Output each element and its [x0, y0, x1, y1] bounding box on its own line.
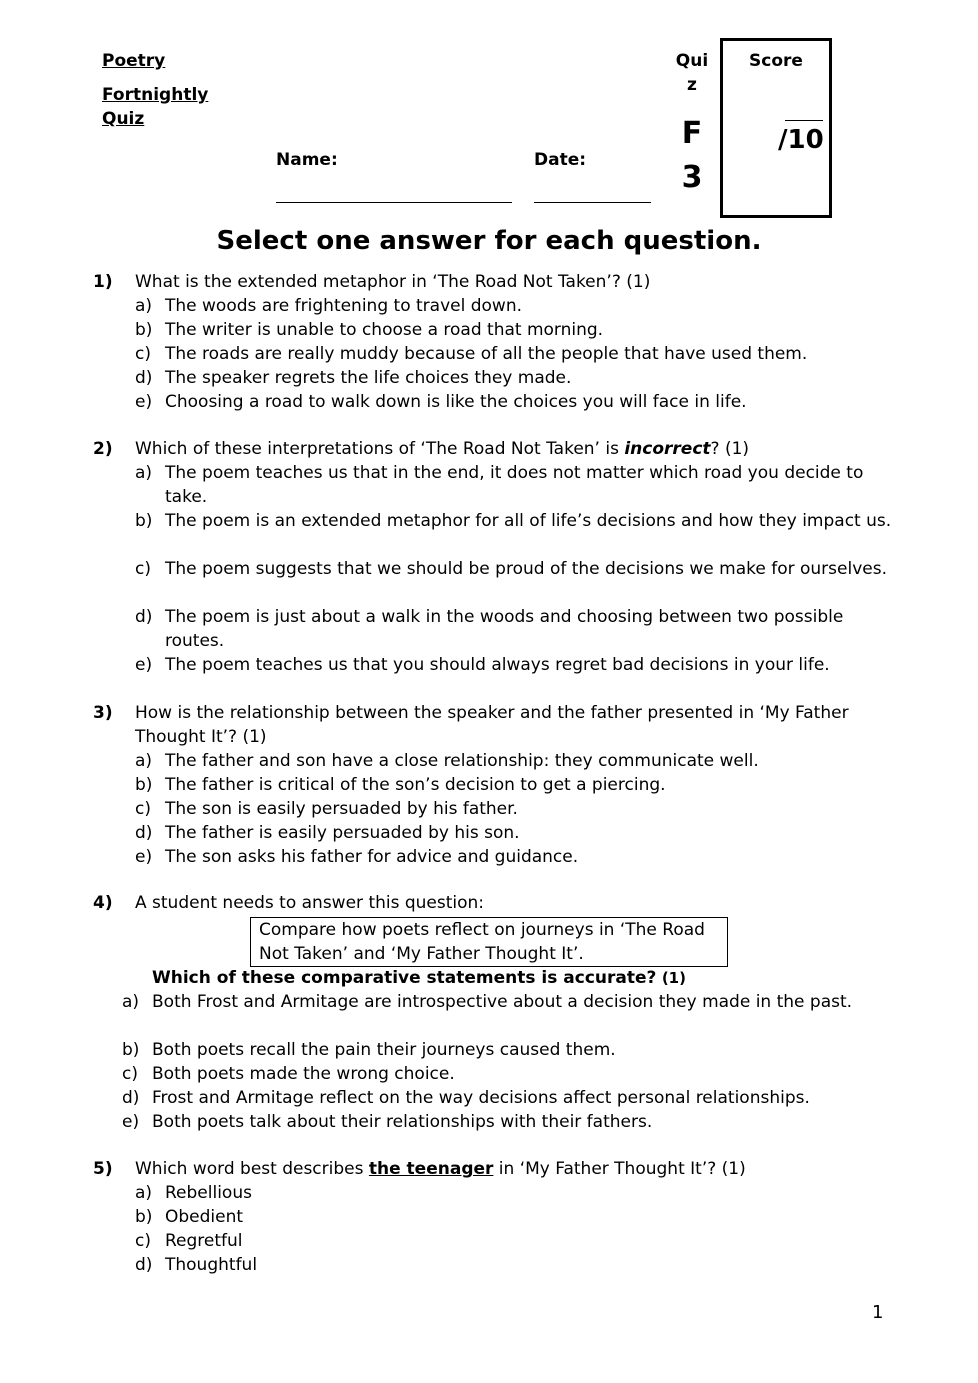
- quiz-title-line2: Quiz: [102, 109, 145, 129]
- question-text: What is the extended metaphor in ‘The Road Not Taken’? (1): [135, 272, 651, 292]
- comparison-prompt: Which of these comparative statements is accurate? (1): [152, 968, 686, 988]
- question-number: 3): [93, 703, 113, 723]
- question-text: Which word best describes the teenager in ‘My Father Thought It’? (1): [135, 1159, 746, 1179]
- name-label: Name:: [276, 150, 338, 170]
- exam-question-box: Compare how poets reflect on journeys in ‘The Road Not Taken’ and ‘My Father Thought It’.: [250, 917, 728, 967]
- question-number: 5): [93, 1159, 113, 1179]
- question-text: Which of these interpretations of ‘The Road Not Taken’ is incorrect? (1): [135, 439, 750, 459]
- question-5: 5) Which word best describes the teenager in ‘My Father Thought It’? (1) a) Rebellious b) Obedient c) Regretful d) Thoughtful: [0, 1157, 978, 1287]
- page-number: 1: [872, 1302, 884, 1323]
- quiz-code-line1: F: [681, 116, 703, 151]
- score-entry-line[interactable]: [785, 120, 823, 121]
- question-number: 2): [93, 439, 113, 459]
- question-number: 1): [93, 272, 113, 292]
- quiz-label-line2: z: [687, 75, 697, 95]
- emphasis-text: incorrect: [624, 439, 711, 459]
- question-text: A student needs to answer this question:: [135, 893, 485, 913]
- name-field[interactable]: [276, 202, 512, 203]
- score-label: Score: [749, 51, 803, 71]
- quiz-label-line1: Qui: [675, 51, 709, 71]
- date-field[interactable]: [534, 202, 651, 203]
- subject-heading: Poetry: [102, 51, 166, 71]
- question-text: How is the relationship between the speaker and the father presented in ‘My Father Thought It’? (1): [135, 703, 849, 747]
- quiz-code-line2: 3: [681, 160, 703, 195]
- question-2: 2) Which of these interpretations of ‘The Road Not Taken’ is incorrect? (1) a) The poem teaches us that in the end, it does not matter which road you decide to take. b) The poem is an extended metaphor for all of life’s decisions and how they impact us. c) The poem suggests that we should be proud of the decisions we make for ourselves. d) The poem is just about a walk in the woods and choosing between two possible routes. e) The poem teaches us that you should always regret bad decisions in your life.: [0, 437, 978, 687]
- question-1: 1) What is the extended metaphor in ‘The Road Not Taken’? (1) a) The woods are frightening to travel down. b) The writer is unable to choose a road that morning. c) The roads are really muddy because of all the people that have used them. d) The speaker regrets the life choices they made. e) Choosing a road to walk down is like the choices you will face in life.: [0, 270, 978, 420]
- question-4: [0, 891, 978, 915]
- question-number: 4): [93, 893, 113, 913]
- score-total: /10: [778, 125, 824, 155]
- emphasis-text: the teenager: [368, 1159, 494, 1179]
- question-3: 3) How is the relationship between the speaker and the father presented in ‘My Father Thought It’? (1) a) The father and son have a close relationship: they communicate well. b) The father is critical of the son’s decision to get a piercing. c) The son is easily persuaded by his father. d) The father is easily persuaded by his son. e) The son asks his father for advice and guidance.: [0, 701, 978, 881]
- date-label: Date:: [534, 150, 587, 170]
- question-4-options: a) Both Frost and Armitage are introspective about a decision they made in the past. b) Both poets recall the pain their journeys caused them. c) Both poets made the wrong choice. d) Frost and Armitage reflect on the way decisions affect personal relationships. e) Both poets talk about their relationships with their fathers.: [122, 992, 853, 1132]
- quiz-title-line1: Fortnightly: [102, 85, 209, 105]
- instruction-title: Select one answer for each question.: [216, 226, 762, 256]
